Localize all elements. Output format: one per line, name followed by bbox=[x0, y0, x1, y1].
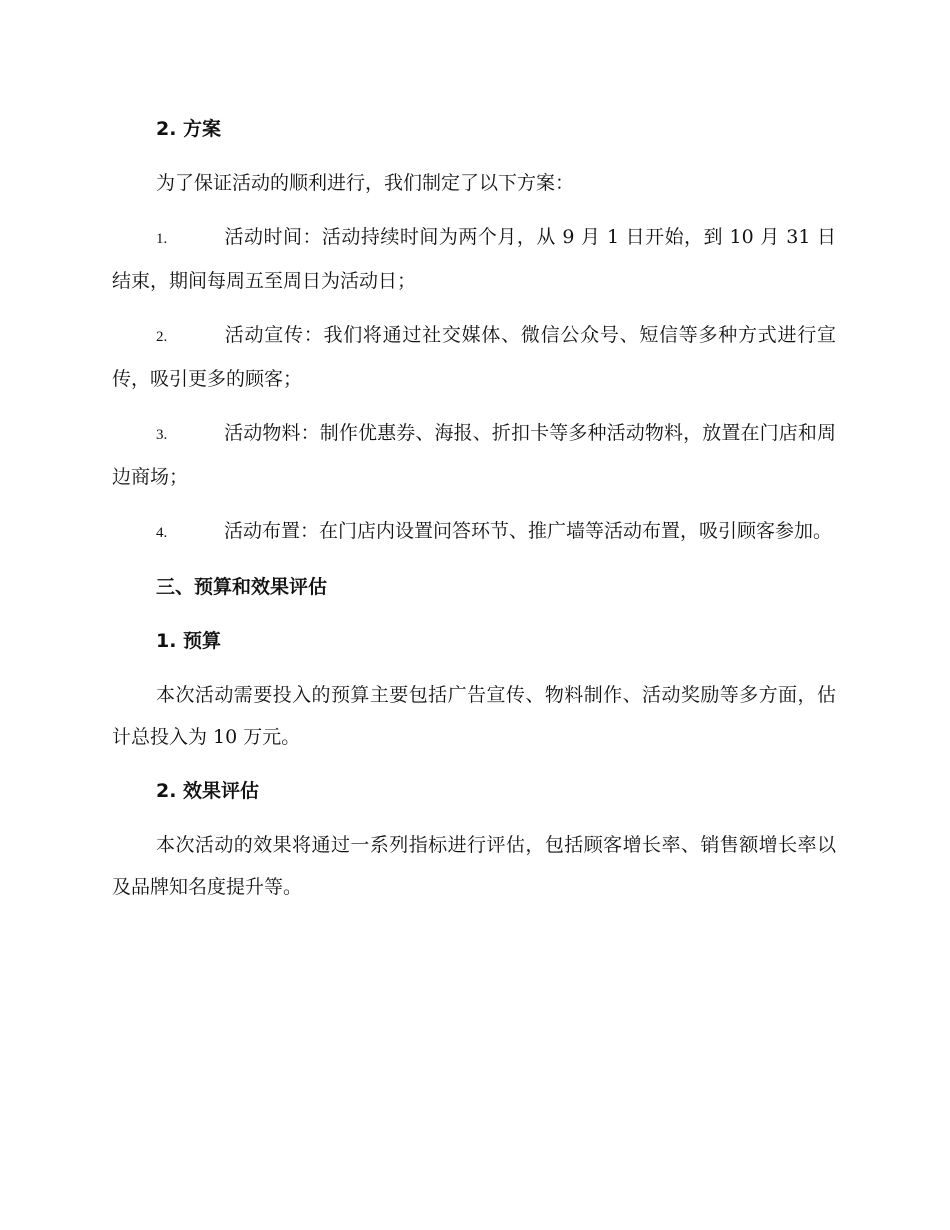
plan-intro: 为了保证活动的顺利进行，我们制定了以下方案： bbox=[156, 172, 575, 194]
plan-item-4-text: 活动布置：在门店内设置问答环节、推广墙等活动布置，吸引顾客参加。 bbox=[224, 520, 833, 542]
plan-item-1 bbox=[112, 216, 836, 302]
document-page bbox=[112, 108, 836, 920]
plan-item-2 bbox=[112, 314, 836, 400]
budget-heading: 1. 预算 bbox=[156, 630, 222, 652]
plan-item-1-text: 活动时间：活动持续时间为两个月，从 9 月 1 日开始，到 10 月 31 日结束，期间每周五至周日为活动日； bbox=[112, 226, 836, 292]
plan-item-1-number: 1. bbox=[156, 231, 168, 247]
budget-text: 本次活动需要投入的预算主要包括广告宣传、物料制作、活动奖励等多方面，估计总投入为 10 万元。 bbox=[112, 684, 836, 748]
plan-item-2-number: 2. bbox=[156, 329, 168, 345]
plan-item-3 bbox=[112, 412, 836, 498]
plan-heading: 2. 方案 bbox=[156, 118, 222, 140]
plan-item-2-text: 活动宣传：我们将通过社交媒体、微信公众号、短信等多种方式进行宣传，吸引更多的顾客； bbox=[112, 324, 836, 390]
plan-item-4 bbox=[112, 510, 836, 554]
plan-item-4-number: 4. bbox=[156, 525, 168, 541]
plan-item-3-number: 3. bbox=[156, 427, 168, 443]
plan-item-3-text: 活动物料：制作优惠券、海报、折扣卡等多种活动物料，放置在门店和周边商场； bbox=[112, 422, 836, 488]
eval-text: 本次活动的效果将通过一系列指标进行评估，包括顾客增长率、销售额增长率以及品牌知名度提升等。 bbox=[112, 834, 836, 898]
eval-heading: 2. 效果评估 bbox=[156, 780, 260, 802]
section3-heading: 三、预算和效果评估 bbox=[156, 576, 328, 598]
